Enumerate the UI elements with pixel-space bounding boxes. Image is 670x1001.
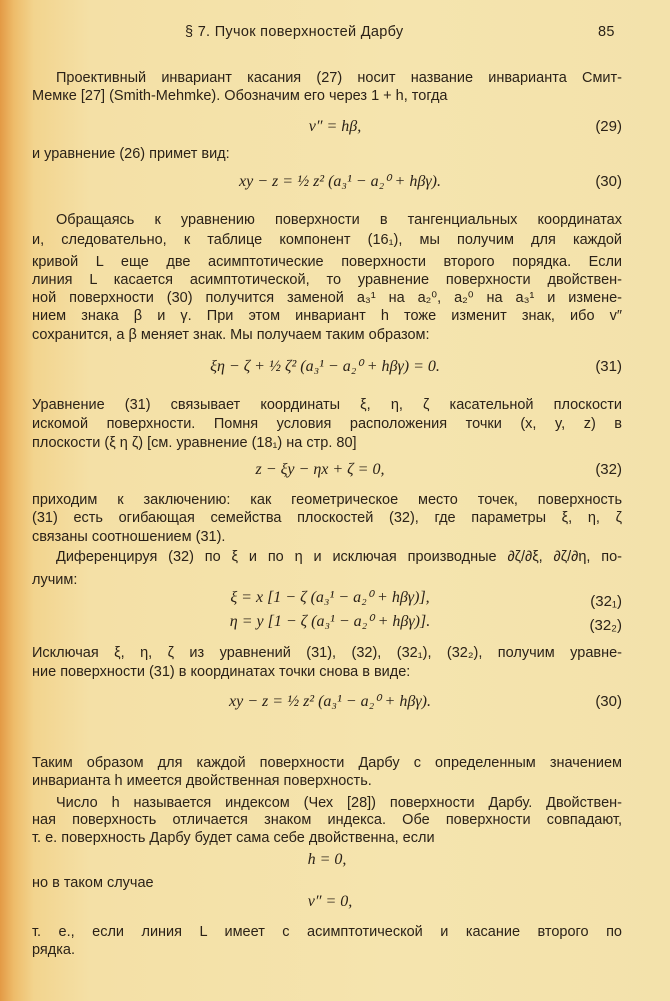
text-line: но в таком случае — [32, 875, 154, 891]
text-line: приходим к заключению: как геометрическое место точек, поверхность — [32, 492, 622, 508]
equation-number: (32) — [595, 461, 622, 478]
text-line: ной поверхности (30) получится заменой a₃¹ на a₂⁰, a₂⁰ на a₃¹ и измене- — [32, 290, 622, 306]
text-line: Число h называется индексом (Чех [28]) поверхности Дарбу. Двойствен- — [56, 795, 622, 811]
equation-number: (32₂) — [589, 617, 622, 634]
text-line: и уравнение (26) примет вид: — [32, 146, 230, 162]
text-line: лучим: — [32, 572, 78, 588]
text-line: Таким образом для каждой поверхности Дарбу с определенным значением — [32, 755, 622, 771]
running-header: § 7. Пучок поверхностей Дарбу — [185, 24, 404, 40]
text-line: т. е. поверхность Дарбу будет сама себе двойственна, если — [32, 830, 435, 846]
equation-number: (31) — [595, 358, 622, 375]
text-line: Обращаясь к уравнению поверхности в тангенциальных координатах — [56, 212, 622, 228]
text-line: плоскости (ξ η ζ) [см. уравнение (18₁) на стр. 80] — [32, 435, 357, 451]
equation-30: xy − z = ½ z² (a₃¹ − a₂⁰ + hβγ). — [239, 173, 441, 190]
equation-h-zero: h = 0, — [307, 851, 347, 868]
text-line: рядка. — [32, 942, 75, 958]
equation-30-repeat: xy − z = ½ z² (a₃¹ − a₂⁰ + hβγ). — [229, 693, 431, 710]
equation-number: (29) — [595, 118, 622, 135]
text-line: нием знака β и γ. При этом инвариант h тоже изменит знак, ибо v″ — [32, 308, 622, 324]
text-line: ние поверхности (31) в координатах точки снова в виде: — [32, 664, 411, 680]
text-line: т. е., если линия L имеет с асимптотической и касание второго по — [32, 924, 622, 940]
text-line: Мемке [27] (Smith-Mehmke). Обозначим его через 1 + h, тогда — [32, 88, 448, 104]
equation-number: (32₁) — [590, 593, 622, 610]
text-line: кривой L еще две асимптотические поверхности второго порядка. Если — [32, 254, 622, 270]
equation-32: z − ξy − ηx + ζ = 0, — [255, 461, 385, 478]
text-line: искомой поверхности. Помня условия расположения точки (x, y, z) в — [32, 416, 622, 432]
text-line: сохранится, а β меняет знак. Мы получаем таким образом: — [32, 327, 430, 343]
text-line: связаны соотношением (31). — [32, 529, 226, 545]
page-number: 85 — [598, 24, 615, 40]
equation-32-2: η = y [1 − ζ (a₃¹ − a₂⁰ + hβγ)]. — [229, 613, 431, 630]
text-line: и, следовательно, к таблице компонент (16₁), мы получим для каждой — [32, 232, 622, 248]
text-line: Диференцируя (32) по ξ и по η и исключая производные ∂ζ/∂ξ, ∂ζ/∂η, по- — [56, 549, 622, 565]
equation-29: v″ = hβ, — [308, 118, 362, 135]
text-line: (31) есть огибающая семейства плоскостей (32), где параметры ξ, η, ζ — [32, 510, 622, 526]
text-line: Исключая ξ, η, ζ из уравнений (31), (32), (32₁), (32₂), получим уравне- — [32, 645, 622, 661]
equation-number: (30) — [595, 693, 622, 710]
equation-32-1: ξ = x [1 − ζ (a₃¹ − a₂⁰ + hβγ)], — [230, 589, 430, 606]
text-line: Проективный инвариант касания (27) носит название инварианта Смит- — [56, 70, 622, 86]
equation-number: (30) — [595, 173, 622, 190]
equation-v-zero: v″ = 0, — [307, 893, 353, 910]
text-line: ная поверхность отличается знаком индекса. Обе поверхности совпадают, — [32, 812, 622, 828]
equation-31: ξη − ζ + ½ ζ² (a₃¹ − a₂⁰ + hβγ) = 0. — [210, 358, 440, 375]
text-line: линия L касается асимптотической, то уравнение поверхности двойствен- — [32, 272, 622, 288]
text-line: Уравнение (31) связывает координаты ξ, η, ζ касательной плоскости — [32, 397, 622, 413]
text-line: инварианта h имеется двойственная поверхность. — [32, 773, 372, 789]
